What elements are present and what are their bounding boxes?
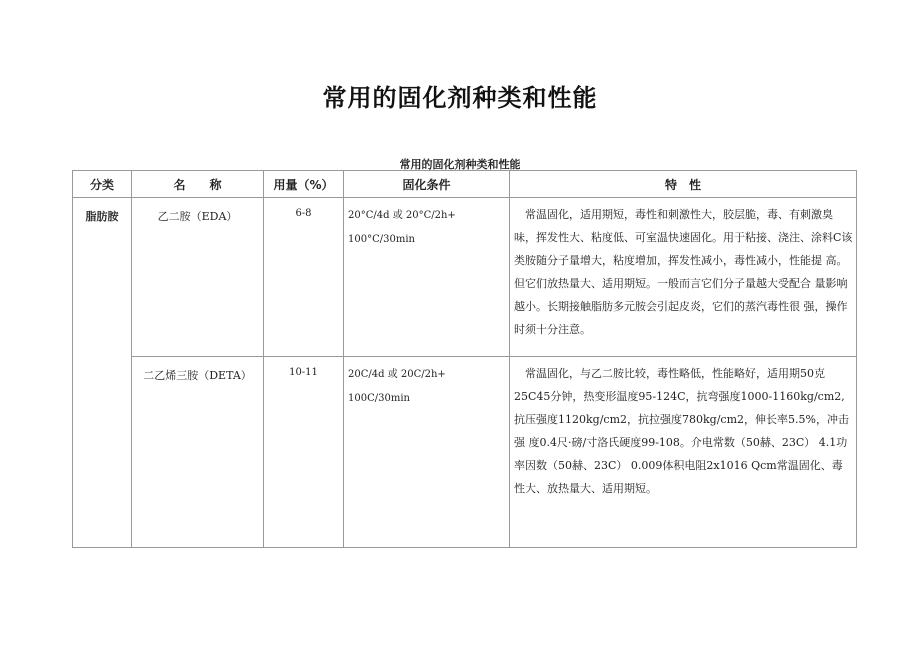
- condition-cell: [344, 357, 510, 548]
- condition-line: 20°C/4d 或 20°C/2h+: [348, 210, 456, 221]
- curing-agent-table: [72, 170, 857, 548]
- header-category: 分类: [73, 171, 132, 198]
- table-caption: 常用的固化剂种类和性能: [399, 158, 521, 171]
- feature-cell: 常温固化，适用期短，毒性和刺激性大，胶层脆，毒、有刺激臭味，挥发性大、粘度低、可室温快速固化。用于粘接、浇注、涂料C该类胺随分子量增大，粘度增加，挥发性减小，毒性减小，性能提 高。但它们放热量大、适用期短。一般而言它们分子量越大受配合 量影响越小。长期接触脂肪多元胺会引起皮炎，它们的蒸汽毒性很 强，操作时须十分注意。: [510, 198, 857, 357]
- condition-cell: [344, 198, 510, 357]
- condition-line: 100C/30min: [348, 393, 410, 404]
- amount-cell: 10-11: [264, 357, 344, 548]
- name-cell: 乙二胺（EDA）: [132, 198, 264, 357]
- table-header-row: [73, 171, 857, 198]
- header-condition: 固化条件: [344, 171, 510, 198]
- feature-cell: 常温固化，与乙二胺比较，毒性略低，性能略好，适用期50克 25C45分钟，热变形温度95-124C，抗弯强度1000-1160kg/cm2, 抗压强度1120kg/cm2，抗拉强度780kg/cm2，伸长率5.5%，冲击强 度0.4尺·磅/寸洛氏硬度99-108。介电常数（50赫、23C） 4.1功 率因数（50赫、23C） 0.009体积电阻2x1016 Qcm常温固化、毒 性大、放热量大、适用期短。: [510, 357, 857, 548]
- header-amount: 用量（%）: [264, 171, 344, 198]
- condition-line: 20C/4d 或 20C/2h+: [348, 369, 446, 380]
- table-row: [73, 357, 857, 548]
- table-row: [73, 198, 857, 357]
- condition-line: 100°C/30min: [348, 234, 415, 245]
- amount-cell: 6-8: [264, 198, 344, 357]
- header-feature: 特 性: [510, 171, 857, 198]
- document-title: 常用的固化剂种类和性能: [322, 84, 598, 112]
- name-cell: 二乙烯三胺（DETA）: [132, 357, 264, 548]
- category-cell: 脂肪胺: [73, 198, 132, 548]
- header-name: 名 称: [132, 171, 264, 198]
